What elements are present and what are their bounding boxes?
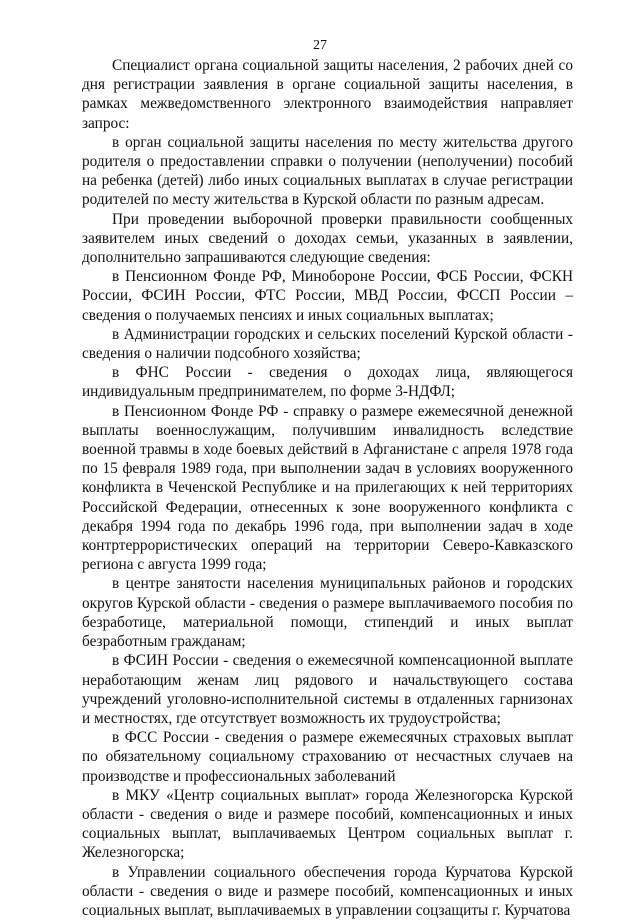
paragraph-employment-center: в центре занятости населения муниципальных районов и городских округов Курской области - сведения о размере выплачиваемого пособия по безработице, материальной помощи, стипендий и иных выплат безработным гражданам;: [82, 575, 573, 651]
paragraph-administration-settlements: в Администрации городских и сельских поселений Курской области - сведения о наличии подсобного хозяйства;: [82, 325, 573, 363]
page-number: 27: [313, 38, 327, 53]
document-body: [82, 56, 573, 920]
paragraph-specialist-request: Специалист органа социальной защиты населения, 2 рабочих дней со дня регистрации заявления в органе социальной защиты населения, в рамках межведомственного электронного взаимодействия направляет запрос:: [82, 57, 573, 132]
paragraph-kurchatov-social-security: в Управлении социального обеспечения города Курчатова Курской области - сведения о виде и размере пособий, компенсационных и иных социальных выплат, выплачиваемых в управлении соцзащиты г. Курчатова: [82, 863, 573, 919]
paragraph-fns: в ФНС России - сведения о доходах лица, являющегося индивидуальным предпринимателем, по форме 3-НДФЛ;: [82, 364, 573, 401]
paragraph-mku-zheleznogorsk: в МКУ «Центр социальных выплат» города Железногорска Курской области - сведения о виде и размере пособий, компенсационных и иных социальных выплат, выплачиваемых Центром социальных выплат г. Железногорска;: [82, 786, 573, 862]
paragraph-fsin: в ФСИН России - сведения о ежемесячной компенсационной выплате неработающим женам лиц рядового и начальствующего состава учреждений уголовно-исполнительной системы в отдаленных гарнизонах и местностях, где отсутствует возможность их трудоустройства;: [82, 652, 573, 727]
paragraph-pension-fund-military: в Пенсионном Фонде РФ - справку о размере ежемесячной денежной выплаты военнослужащим, получившим инвалидность вследствие военной травмы в ходе боевых действий в Афганистане с апреля 1978 года по 15 февраля 1989 года, при выполнении задач в условиях вооруженного конфликта в Чеченской Республике и на прилегающих к ней территориях Российской Федерации, отнесенных к зоне вооруженного конфликта с декабря 1994 года по декабрь 1996 года, при выполнении задач в ходе контртеррористических операций на территории Северо-Кавказского региона с августа 1999 года;: [82, 402, 573, 574]
paragraph-selective-check: При проведении выборочной проверки правильности сообщенных заявителем иных сведений о доходах семьи, указанных в заявлении, дополнительно запрашиваются следующие сведения:: [82, 210, 573, 267]
paragraph-pension-fund-agencies: в Пенсионном Фонде РФ, Минобороне России, ФСБ России, ФСКН России, ФСИН России, ФТС России, МВД России, ФССП России – сведения о получаемых пенсиях и иных социальных выплатах;: [82, 268, 573, 324]
paragraph-other-parent-social-protection: в орган социальной защиты населения по месту жительства другого родителя о предоставлении справки о получении (неполучении) пособий на ребенка (детей) либо иных социальных выплатах в случае регистрации родителей по месту жительства в Курской области по разным адресам.: [82, 133, 573, 209]
paragraph-fss: в ФСС России - сведения о размере ежемесячных страховых выплат по обязательному социальному страхованию от несчастных случаев на производстве и профессиональных заболеваний: [82, 729, 573, 785]
